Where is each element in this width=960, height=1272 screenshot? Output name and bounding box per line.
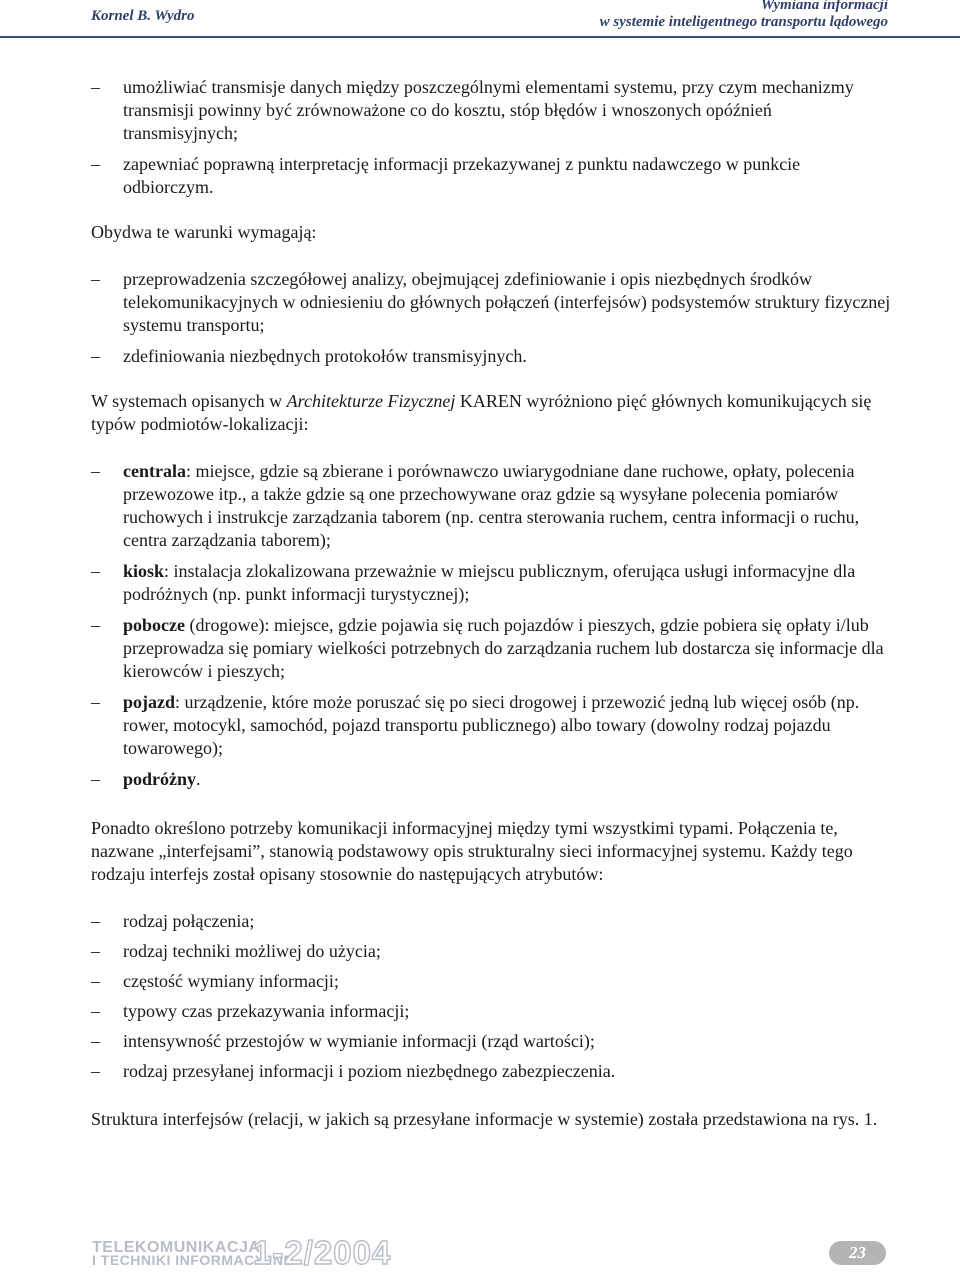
list-item: – rodzaj przesyłanej informacji i poziom niezbędnego zabezpieczenia. — [91, 1060, 891, 1083]
journal-name-line2: I TECHNIKI INFORMACYJNE — [92, 1252, 294, 1268]
page-body — [91, 76, 891, 1131]
list-item: – intensywność przestojów w wymianie informacji (rząd wartości); — [91, 1030, 891, 1053]
list-item: – typowy czas przekazywania informacji; — [91, 1000, 891, 1023]
list-item: – umożliwiać transmisje danych między poszczególnymi elementami systemu, przy czym mechanizmy transmisji powinny być zrównoważone co do kosztu, stóp błędów i wnoszonych opóźnień transmisyjnych; — [91, 76, 891, 145]
term: pojazd — [123, 692, 176, 712]
term: podróżny — [123, 769, 197, 789]
list-item: – zapewniać poprawną interpretację informacji przekazywanej z punktu nadawczego w punkcie odbiorczym. — [91, 153, 891, 199]
list-item: – kiosk: instalacja zlokalizowana przeważnie w miejscu publicznym, oferująca usługi informacyjne dla podróżnych (np. punkt informacji turystycznej); — [91, 560, 891, 606]
paragraph: Ponadto określono potrzeby komunikacji informacyjnej między tymi wszystkimi typami. Połączenia te, nazwane „interfejsami”, stanowią podstawowy opis strukturalny sieci informacyjnej systemu. Każdy tego rodzaju interfejs został opisany stosownie do następujących atrybutów: — [91, 818, 853, 884]
page-number-badge: 23 — [829, 1241, 886, 1265]
requirements-list — [91, 76, 891, 199]
journal-name-line1: TELEKOMUNIKACJA — [92, 1239, 261, 1256]
italic-term: Architekturze Fizycznej — [286, 391, 456, 411]
list-item: – rodzaj połączenia; — [91, 910, 891, 933]
paragraph: Obydwa te warunki wymagają: — [91, 222, 317, 242]
header-author: Kornel B. Wydro — [91, 8, 195, 24]
page-footer — [0, 1228, 960, 1271]
list-item: – centrala: miejsce, gdzie są zbierane i porównawczo uwiarygodniane dane ruchowe, opłaty, polecenia przewozowe itp., a także gdzie są one przechowywane oraz gdzie są wysyłane polecenia pomiarów ruchowych i instrukcje zarządzania taborem (np. centra sterowania ruchem, centra informacji o ruchu, centra zarządzania taborem); — [91, 460, 891, 552]
term: kiosk — [123, 561, 165, 581]
list-item: – podróżny. — [91, 768, 891, 791]
page-header — [0, 0, 960, 38]
term: pobocze — [123, 615, 185, 635]
paragraph: W systemach opisanych w Architekturze Fizycznej KAREN wyróżniono pięć głównych komunikujących się typów podmiotów-lokalizacji: — [91, 391, 872, 434]
attributes-list — [91, 910, 891, 1083]
list-item: – rodzaj techniki możliwej do użycia; — [91, 940, 891, 963]
list-item: – pojazd: urządzenie, które może poruszać się po sieci drogowej i przewozić jedną lub więcej osób (np. rower, motocykl, samochód, pojazd transportu publicznego) albo towary (dowolny rodzaj pojazdu towarowego); — [91, 691, 891, 760]
conditions-list — [91, 268, 891, 368]
entity-types-list — [91, 460, 891, 791]
list-item: – częstość wymiany informacji; — [91, 970, 891, 993]
issue-number: 1-2/2004 — [253, 1234, 392, 1271]
header-title-line2: w systemie inteligentnego transportu lądowego — [599, 14, 888, 30]
header-running-title — [600, 0, 888, 31]
list-item: – przeprowadzenia szczegółowej analizy, obejmującej zdefiniowanie i opis niezbędnych środków telekomunikacyjnych w odniesieniu do głównych połączeń (interfejsów) podsystemów struktury fizycznej systemu transportu; — [91, 268, 891, 337]
list-item: – zdefiniowania niezbędnych protokołów transmisyjnych. — [91, 345, 891, 368]
paragraph: Struktura interfejsów (relacji, w jakich są przesyłane informacje w systemie) została przedstawiona na rys. 1. — [91, 1109, 878, 1129]
list-item: – pobocze (drogowe): miejsce, gdzie pojawia się ruch pojazdów i pieszych, gdzie pobiera się opłaty i/lub przeprowadza się pomiary wielkości potrzebnych do zarządzania ruchem lub dostarcza się informacje dla kierowców i pieszych; — [91, 614, 891, 683]
term: centrala — [123, 461, 186, 481]
header-title-line1: Wymiana informacji — [760, 0, 888, 13]
